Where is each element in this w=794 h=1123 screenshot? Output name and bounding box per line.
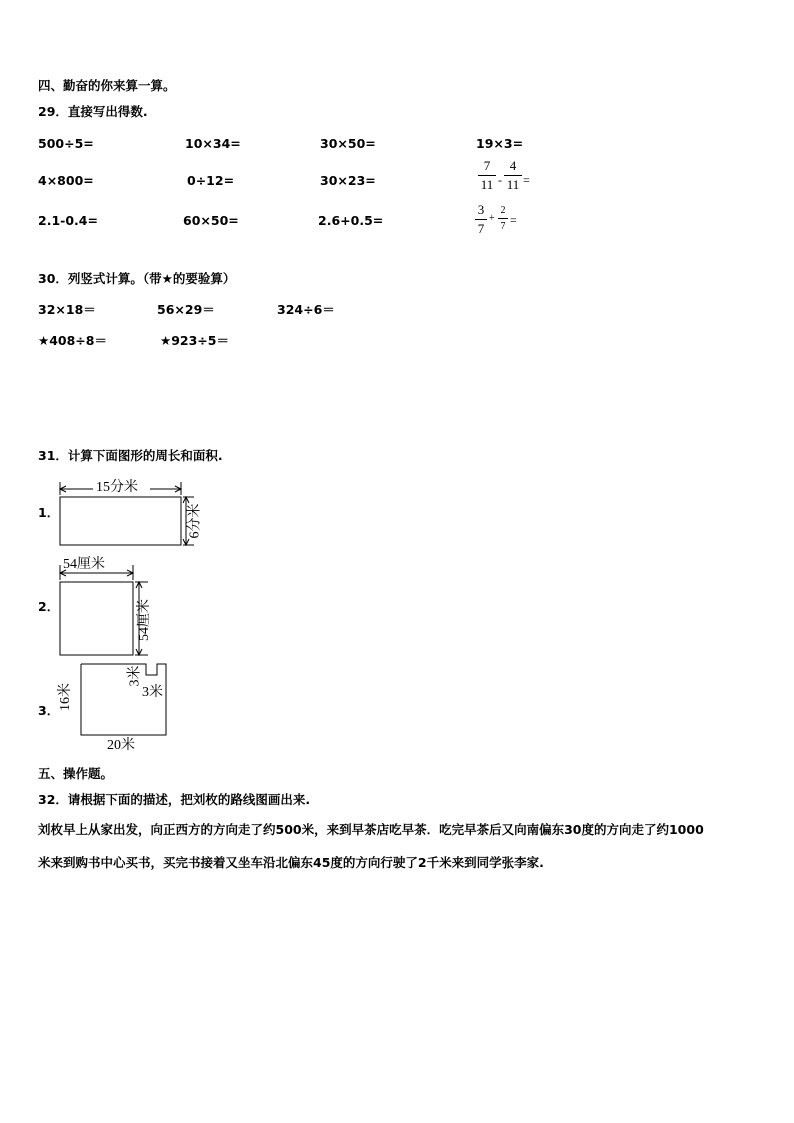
- equals-sign: =: [510, 213, 517, 227]
- section-heading: 四、勤奋的你来算一算。: [38, 78, 176, 93]
- calc-item: ★408÷8＝: [38, 333, 107, 348]
- question-30-title: 30．列竖式计算。（带★的要验算）: [38, 271, 236, 286]
- width-label: 15分米: [96, 480, 138, 495]
- figure-number: 2．: [38, 599, 60, 614]
- denominator: 7: [500, 221, 506, 232]
- calc-item: 30×50=: [320, 136, 376, 151]
- calc-item: 10×34=: [185, 136, 241, 151]
- calc-item: 0÷12=: [187, 173, 235, 188]
- figure-1-rectangle: [60, 497, 181, 545]
- calc-item: 324÷6＝: [277, 302, 335, 317]
- denominator: 11: [480, 177, 494, 192]
- question-31-title: 31．计算下面图形的周长和面积.: [38, 448, 223, 463]
- width-label: 54厘米: [63, 557, 105, 572]
- left-label: 16米: [58, 683, 73, 711]
- calc-item: 56×29＝: [157, 302, 215, 317]
- question-29-title: 29．直接写出得数.: [38, 104, 148, 119]
- paragraph-line: 刘枚早上从家出发，向正西方的方向走了约500米，来到早茶店吃早茶．吃完早茶后又向南偏东30度的方向走了约1000: [38, 822, 704, 837]
- height-label: 6分米: [187, 503, 203, 539]
- figure-number: 1．: [38, 505, 60, 520]
- height-label: 54厘米: [137, 599, 152, 641]
- numerator: 4: [509, 158, 517, 173]
- figure-2-square: [60, 582, 133, 655]
- calc-item: 2.1-0.4=: [38, 213, 98, 228]
- calc-item: 19×3=: [476, 136, 524, 151]
- calc-item: 30×23=: [320, 173, 376, 188]
- denominator: 7: [477, 221, 485, 236]
- numerator: 7: [483, 158, 491, 173]
- calc-item: 60×50=: [183, 213, 239, 228]
- paragraph-line: 米来到购书中心买书，买完书接着又坐车沿北偏东45度的方向行驶了2千米来到同学张李家.: [38, 855, 544, 870]
- numerator: 3: [477, 202, 485, 217]
- equals-sign: =: [523, 173, 530, 187]
- numerator: 2: [500, 205, 506, 216]
- calc-item: 2.6+0.5=: [318, 213, 384, 228]
- notch-vertical-label: 3米: [127, 665, 143, 687]
- calc-item: 500÷5=: [38, 136, 94, 151]
- notch-horizontal-label: 3米: [142, 685, 163, 700]
- bottom-label: 20米: [107, 738, 135, 753]
- calc-item: 4×800=: [38, 173, 94, 188]
- question-32-title: 32．请根据下面的描述，把刘枚的路线图画出来.: [38, 792, 311, 807]
- denominator: 11: [506, 177, 520, 192]
- section-heading: 五、操作题。: [38, 766, 114, 781]
- figure-number: 3．: [38, 703, 60, 718]
- minus-sign: -: [498, 173, 502, 187]
- calc-item: 32×18＝: [38, 302, 96, 317]
- calc-item: ★923÷5＝: [160, 333, 229, 348]
- plus-sign: +: [489, 213, 495, 224]
